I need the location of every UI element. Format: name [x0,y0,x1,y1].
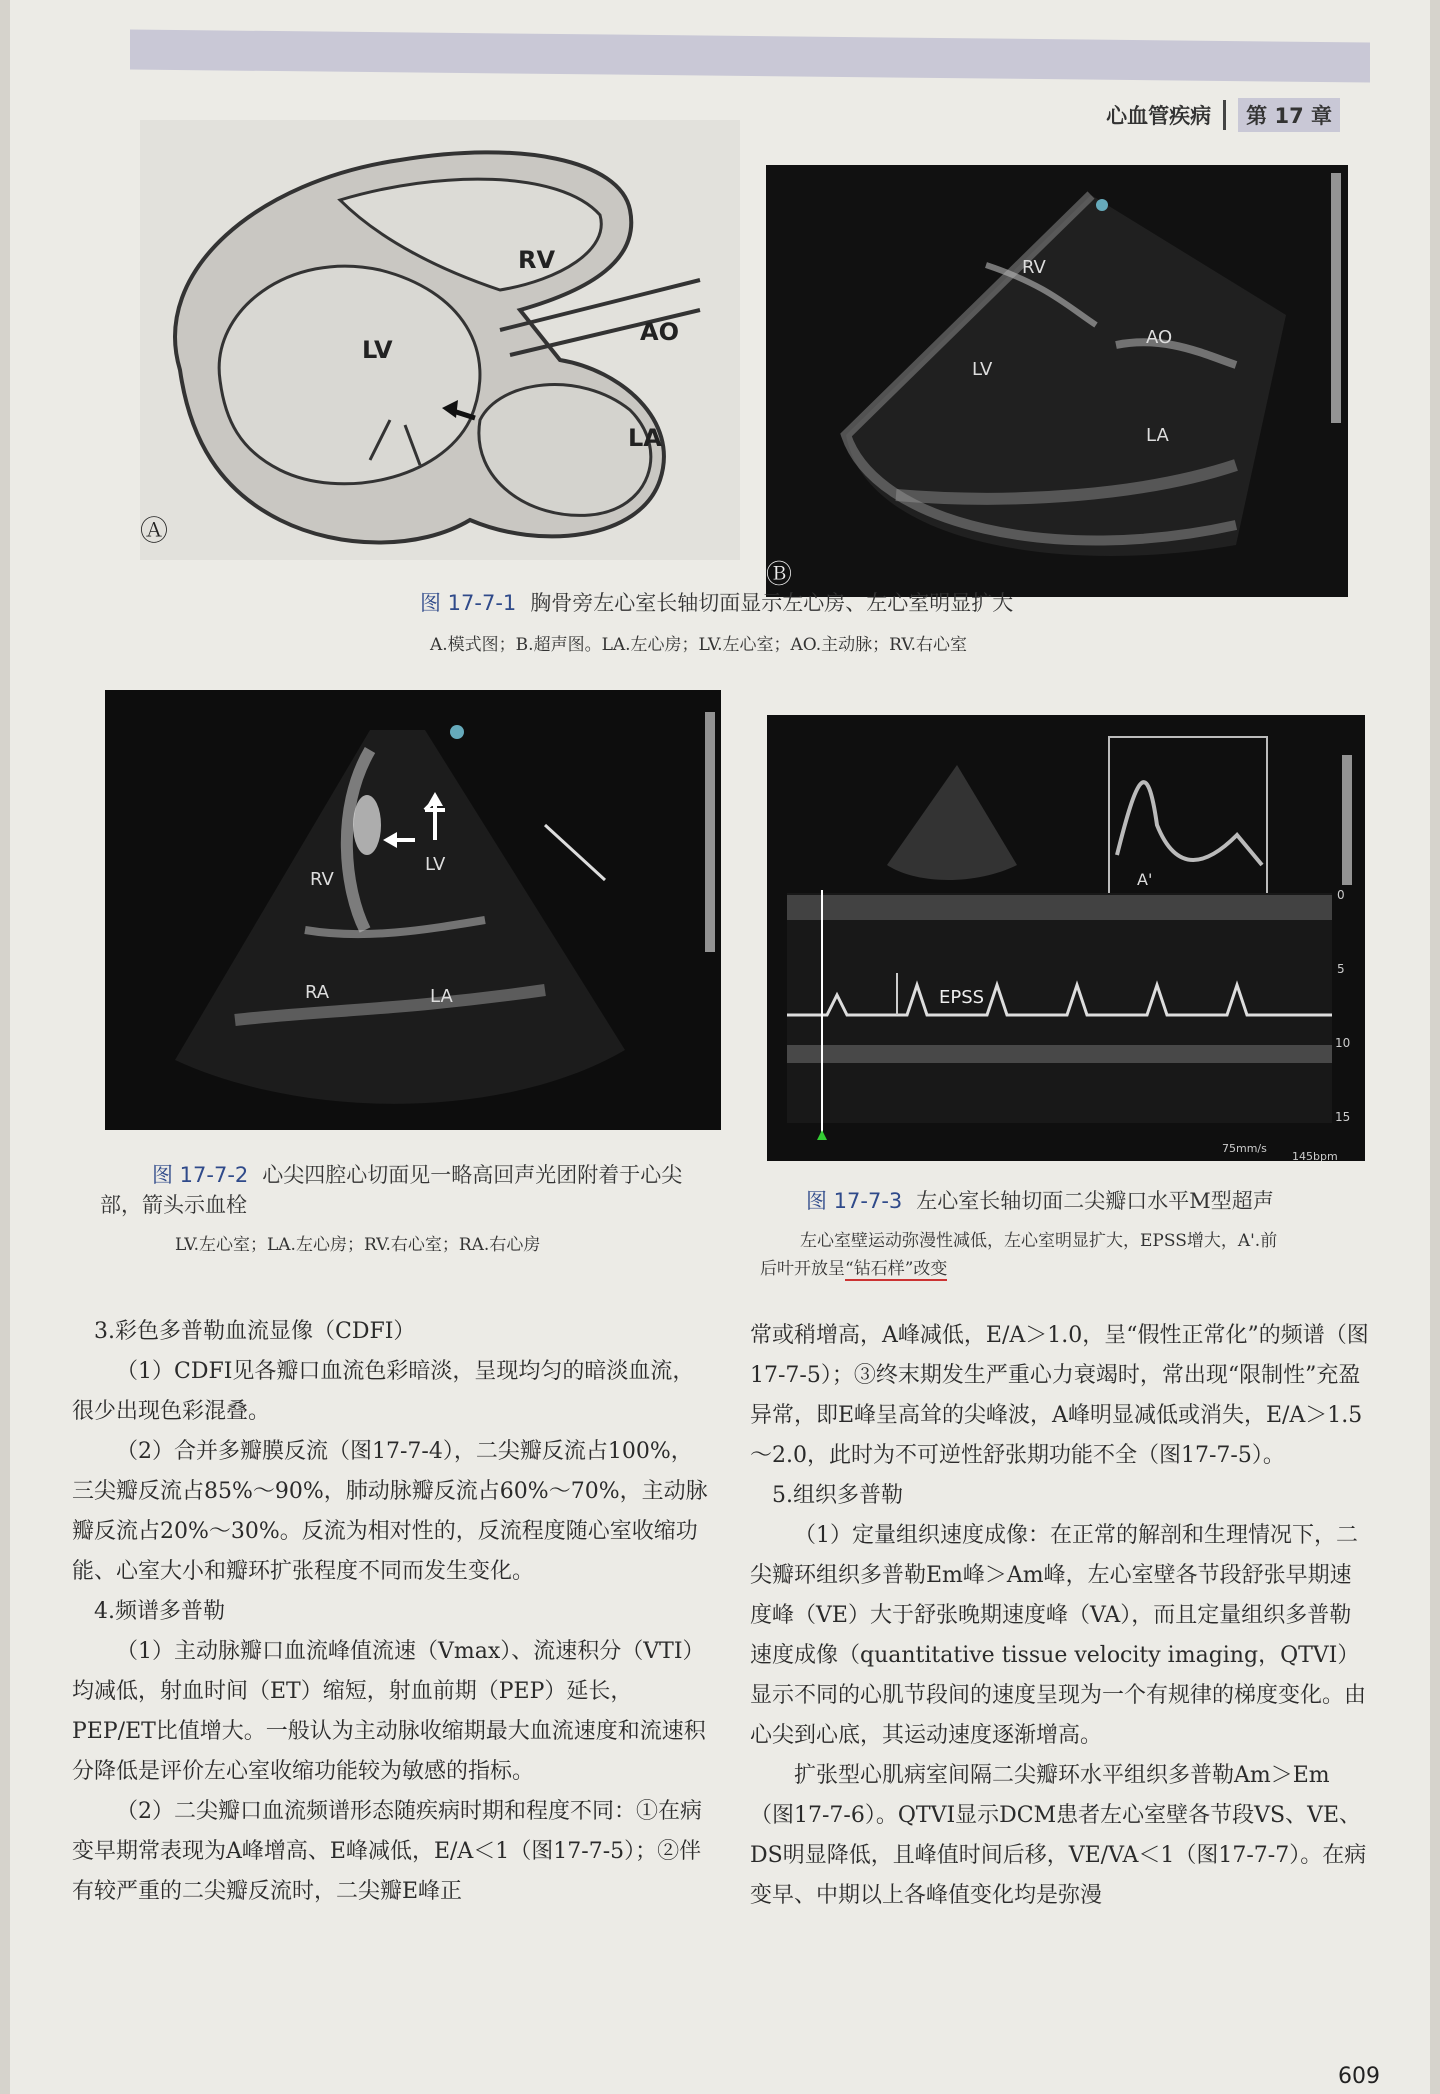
fig3-legend-line2-text: 后叶开放呈 [760,1259,845,1279]
right-para-1: 常或稍增高，A峰减低，E/A＞1.0，呈“假性正常化”的频谱（图17-7-5）；③终末期发生严重心力衰竭时，常出现“限制性”充盈异常，即E峰呈高耸的尖峰波，A峰明显减低或消失，E/A＞1.5～2.0，此时为不可逆性舒张期功能不全（图17-7-5）。 [750,1323,1369,1468]
scale-tick-10: 10 [1335,1036,1351,1050]
section-title: 心血管疾病 [1106,104,1212,128]
left-column [72,1312,712,1912]
label-ra: RA [305,982,330,1003]
page-number: 609 [1338,2064,1380,2089]
panel-label-a: Ⓐ [140,514,169,547]
right-para-2: 5.组织多普勒 [772,1483,903,1508]
sweep-speed: 75mm/s [1222,1142,1267,1155]
fig1-legend: A.模式图；B.超声图。LA.左心房；LV.左心室；AO.主动脉；RV.右心室 [430,635,968,655]
inset-label: A' [1137,870,1153,889]
chapter-number: 第 17 章 [1238,98,1340,132]
left-para-3: （2）合并多瓣膜反流（图17-7-4），二尖瓣反流占100%，三尖瓣反流占85%～90%，肺动脉瓣反流占60%～70%，主动脉瓣反流占20%～30%。反流为相对性的，反流程度随心室收缩功能、心室大小和瓣环扩张程度不同而发生变化。 [72,1439,708,1584]
figure-17-7-3-mmode [767,715,1365,1161]
fig1-title: 胸骨旁左心室长轴切面显示左心房、左心室明显扩大 [530,591,1014,615]
right-para-4: 扩张型心肌病室间隔二尖瓣环水平组织多普勒Am＞Em（图17-7-6）。QTVI显示DCM患者左心室壁各节段VS、VE、DS明显降低，且峰值时间后移，VE/VA＜1（图17-7-7）。在病变早、中期以上各峰值变化均是弥漫 [750,1763,1367,1908]
figure-17-7-1a-schematic [140,120,740,560]
scale-tick-15: 15 [1335,1110,1351,1124]
left-para-2: （1）CDFI见各瓣口血流色彩暗淡，呈现均匀的暗淡血流，很少出现色彩混叠。 [72,1359,695,1424]
figure-17-7-2-echo [105,690,721,1130]
fig1-caption [420,588,1320,618]
right-column [750,1316,1370,1916]
label-ao: AO [1146,327,1173,348]
running-head [1106,98,1340,132]
fig1-number: 图 17-7-1 [420,591,517,615]
header-band [130,30,1370,83]
fig2-title: 心尖四腔心切面见一略高回声光团附着于心尖部，箭头示血栓 [100,1163,683,1217]
epss-label: EPSS [939,987,985,1008]
scale-tick-0: 0 [1337,888,1345,902]
fig3-legend-highlight: “钻石样”改变 [845,1259,948,1279]
label-la: LA [1146,425,1169,446]
label-rv: RV [518,246,556,274]
label-lv: LV [362,336,393,364]
fig2-number: 图 17-7-2 [152,1163,249,1187]
label-rv: RV [1022,257,1046,278]
label-rv: RV [310,869,334,890]
fig2-legend: LV.左心室；LA.左心房；RV.右心室；RA.右心房 [175,1235,541,1255]
label-lv: LV [425,854,446,875]
left-para-6: （2）二尖瓣口血流频谱形态随疾病时期和程度不同：①在病变早期常表现为A峰增高、E峰减低，E/A＜1（图17-7-5）；②伴有较严重的二尖瓣反流时，二尖瓣E峰正 [72,1799,702,1904]
book-page [10,0,1430,2094]
header-divider [1223,100,1226,130]
scale-tick-5: 5 [1337,962,1345,976]
left-para-1: 3.彩色多普勒血流显像（CDFI） [94,1319,416,1344]
fig3-legend-line1: 左心室壁运动弥漫性减低，左心室明显扩大，EPSS增大，A'.前 [800,1231,1278,1251]
right-para-3: （1）定量组织速度成像：在正常的解剖和生理情况下，二尖瓣环组织多普勒Em峰＞Am峰，左心室壁各节段舒张早期速度峰（VE）大于舒张晚期速度峰（VA），而且定量组织多普勒速度成像（quantitative tissue velocity imaging，QTVI）显示不同的心肌节段间的速度呈现为一个有规律的梯度变化。由心尖到心底，其运动速度逐渐增高。 [750,1523,1367,1748]
fig3-number: 图 17-7-3 [806,1189,903,1213]
fig2-caption [100,1160,720,1220]
fig3-caption [806,1186,1366,1216]
left-para-4: 4.频谱多普勒 [94,1599,225,1624]
label-lv: LV [972,359,993,380]
left-para-5: （1）主动脉瓣口血流峰值流速（Vmax）、流速积分（VTI）均减低，射血时间（ET）缩短，射血前期（PEP）延长，PEP/ET比值增大。一般认为主动脉收缩期最大血流速度和流速积分降低是评价左心室收缩功能较为敏感的指标。 [72,1639,706,1784]
panel-label-b: Ⓑ [766,560,793,590]
fig3-title: 左心室长轴切面二尖瓣口水平M型超声 [916,1189,1274,1213]
figure-17-7-1b-echo [766,165,1348,597]
heart-rate: 145bpm [1292,1150,1338,1161]
label-la: LA [628,424,662,452]
label-la: LA [430,986,453,1007]
label-ao: AO [640,318,679,346]
fig3-legend-line2 [760,1254,1360,1284]
